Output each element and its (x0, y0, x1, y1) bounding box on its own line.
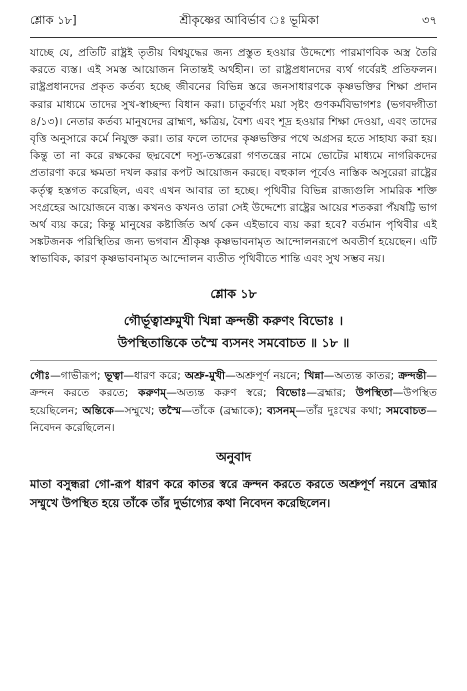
synonym-meaning: —সম্মুখে; (113, 403, 160, 417)
synonyms-paragraph (30, 360, 437, 437)
synonym-meaning: —তাঁকে (ব্রহ্মাকে); (181, 403, 267, 417)
synonym-meaning: —ব্রহ্মার; (306, 386, 356, 400)
synonym-word: অশ্রু-মুখী (184, 368, 226, 382)
synonym-meaning: —অত্যন্ত কাতর; (323, 368, 399, 382)
synonym-word: অন্তিকে (82, 403, 114, 417)
synonym-word: ভূত্বা (104, 368, 124, 382)
verse-line: গৌর্ভূত্বাশ্রুমুখী খিন্না ক্রন্দন্তী করুণং বিভোঃ । (123, 312, 344, 328)
synonym-meaning: —ধারণ করে; (123, 368, 185, 382)
synonym-word: সমবোচত (386, 403, 427, 417)
synonym-word: করুণম্ (138, 386, 167, 400)
running-header (30, 12, 437, 38)
synonym-word: ক্রন্দন্তী (398, 368, 427, 382)
synonym-meaning: —নিবেদন করেছিলেন। (30, 403, 437, 435)
synonym-meaning: —ক্রন্দন করতে করতে; (30, 368, 437, 400)
verse-text (30, 310, 437, 354)
synonym-word: তস্মৈ (159, 403, 182, 417)
translation-paragraph: মাতা বসুন্ধরা গো-রূপ ধারণ করে কাতর স্বরে ক্রন্দন করতে করতে অশ্রুপূর্ণ নয়নে ব্রহ্মার সম্মুখে উপস্থিত হয়ে তাঁকে তাঁর দুর্ভাগ্যের কথা নিবেদন করেছিলেন। (30, 476, 437, 511)
synonym-meaning: —অশ্রুপূর্ণ নয়নে; (225, 368, 305, 382)
purport-paragraph: যাচ্ছে যে, প্রতিটি রাষ্ট্রই তৃতীয় বিশ্বযুদ্ধের জন্য প্রস্তুত হওয়ার উদ্দেশ্যে পারমাণবিক অস্ত্র তৈরি করতে ব্যস্ত। এই সমস্ত আয়োজন নিতান্তই অর্থহীন। তা রাষ্ট্রপ্রধানদের ব্যর্থ গর্বেরই প্রতিফলন। রাষ্ট্রপ্রধানদের প্রকৃত কর্তব্য হচ্ছে জীবনের বিভিন্ন স্তরে জনসাধারণকে কৃষ্ণভক্তির শিক্ষা প্রদান করার মাধ্যমে তাদের সুখ-স্বাচ্ছন্দ্য বিধান করা। চাতুর্বর্ণ্যং ময়া সৃষ্টং গুণকর্মবিভাগশঃ (ভগবদ্গীতা ৪/১৩)। নেতার কর্তব্য মানুষদের ব্রাহ্মণ, ক্ষত্রিয়, বৈশ্য এবং শূদ্র হওয়ার শিক্ষা দেওয়া, এবং তাদের বৃত্তি অনুসারে কর্মে নিযুক্ত করা। তার ফলে তাদের কৃষ্ণভক্তির পথে অগ্রসর হতে সাহায্য করা হয়। কিন্তু তা না করে রক্ষকের ছদ্মবেশে দস্যু-তস্করেরা গণতন্ত্রের নামে ভোটের মাধ্যমে নাগরিকদের প্রতারণা করে ক্ষমতা দখল করার কপট আয়োজন করছে। বহুকাল পূর্বেও নাস্তিক অসুরেরা রাষ্ট্রের কর্তৃত্ব হস্তগত করেছিল, এবং এখন আবার তা হচ্ছে। পৃথিবীর বিভিন্ন রাজ্যগুলি সামরিক শক্তি সংগ্রহের আয়োজনে ব্যস্ত। কখনও কখনও তারা সেই উদ্দেশ্যে রাষ্ট্রের আয়ের শতকরা পঁয়ষট্টি ভাগ অর্থ ব্যয় করে; কিন্তু মানুষের কষ্টার্জিত অর্থ কেন এইভাবে ব্যয় করা হবে? বর্তমান পৃথিবীর এই সঙ্কটজনক পরিস্থিতির জন্য ভগবান শ্রীকৃষ্ণ কৃষ্ণভাবনামৃত আন্দোলনরূপে অবতীর্ণ হয়েছেন। এটি স্বাভাবিক, কারণ কৃষ্ণভাবনামৃত আন্দোলন ব্যতীত পৃথিবীতে শান্তি এবং সুখ সম্ভব নয়। (30, 46, 437, 266)
header-verse-ref: শ্লোক ১৮] (30, 13, 77, 27)
verse-title: শ্লোক ১৮ (210, 285, 257, 301)
verse-line: উপস্থিতান্তিকে তস্মৈ ব্যসনং সমবোচত ॥ ১৮ ॥ (117, 334, 350, 350)
header-chapter-title: শ্রীকৃষ্ণের আবির্ভাব ঃ ভূমিকা (179, 13, 320, 27)
synonym-word: বিভোঃ (276, 386, 307, 400)
synonym-word: উপস্থিতা (355, 386, 393, 400)
synonym-meaning: —অত্যন্ত করুণ স্বরে; (166, 386, 277, 400)
synonym-meaning: —উপস্থিত হয়েছিলেন; (30, 386, 437, 417)
page-number: ৩৭ (422, 13, 437, 27)
translation-title: অনুবাদ (216, 449, 251, 464)
synonym-meaning: —তাঁর দুঃখের কথা; (295, 403, 387, 417)
synonym-word: ব্যসনম্ (266, 403, 296, 417)
synonym-word: খিন্না (304, 368, 324, 382)
synonym-meaning: —গাভীরূপ; (50, 368, 105, 382)
synonym-word: গৌঃ (30, 368, 51, 382)
